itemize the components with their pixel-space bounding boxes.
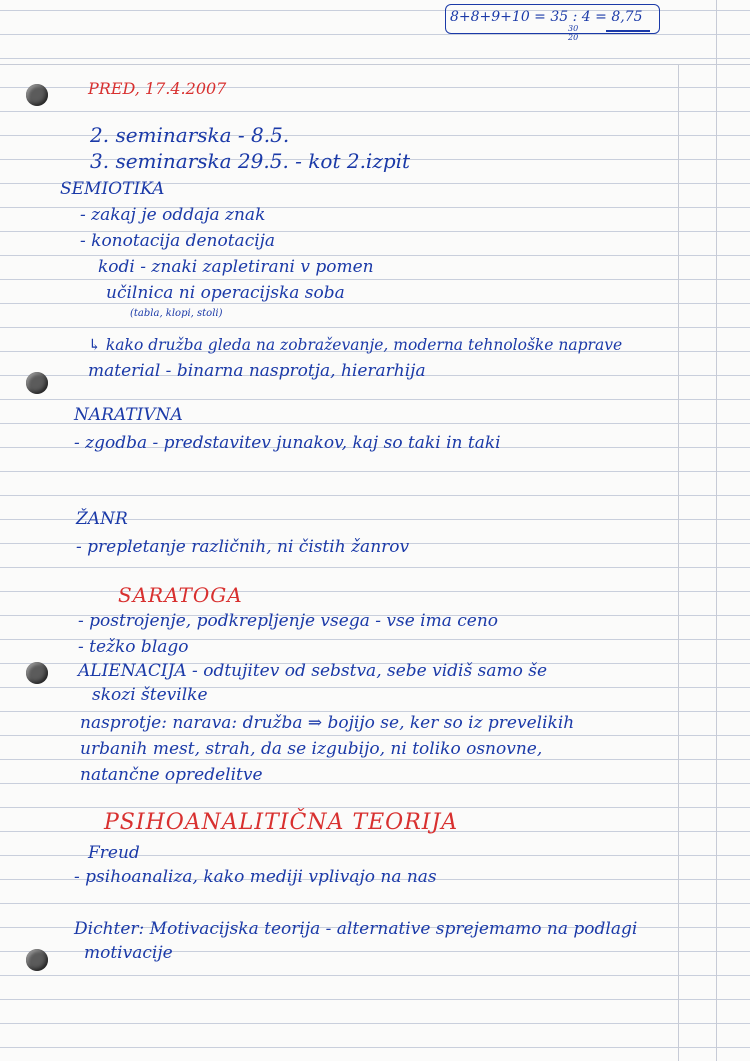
narativna-line: - zgodba - predstavitev junakov, kaj so taki in taki (74, 433, 501, 453)
saratoga-line: - težko blago (78, 637, 189, 657)
punch-hole-bottom (26, 949, 48, 971)
punch-hole-middle (26, 372, 48, 394)
calc-sub-top: 30 (568, 24, 579, 33)
saratoga-line: ALIENACIJA - odtujitev od sebstva, sebe vidiš samo še (78, 661, 548, 681)
psihoanaliticna-line: Freud (88, 843, 140, 863)
heading-psihoanaliticna: PSIHOANALITIČNA TEORIJA (104, 810, 459, 835)
result-underline (606, 30, 650, 32)
semiotika-line: učilnica ni operacijska soba (106, 283, 345, 303)
calc-sub-bottom: 20 (568, 33, 579, 42)
date-header: PRED, 17.4.2007 (88, 79, 227, 98)
semiotika-line: - konotacija denotacija (80, 231, 276, 251)
semiotika-line: - zakaj je oddaja znak (80, 205, 266, 225)
heading-saratoga: SARATOGA (118, 583, 243, 607)
semiotika-line: ↳ kako družba gleda na zobraževanje, moderna tehnološke naprave (88, 336, 623, 354)
punch-hole-lower (26, 662, 48, 684)
heading-semiotika: SEMIOTIKA (60, 179, 165, 199)
heading-zanr: ŽANR (76, 509, 128, 529)
heading-narativna: NARATIVNA (74, 405, 183, 425)
saratoga-line: nasprotje: narava: družba ⇒ bojijo se, ker so iz prevelikih (80, 713, 575, 733)
punch-hole-top (26, 84, 48, 106)
psihoanaliticna-line: Dichter: Motivacijska teorija - alternative sprejemamo na podlagi (74, 919, 638, 939)
psihoanaliticna-line: motivacije (84, 943, 173, 963)
semiotika-line: kodi - znaki zapletirani v pomen (98, 257, 374, 277)
right-margin-line-2 (716, 0, 717, 1061)
saratoga-line: skozi številke (92, 685, 208, 705)
seminar-line-1: 2. seminarska - 8.5. (90, 123, 290, 147)
calculation-subnote (568, 24, 578, 42)
saratoga-line: urbanih mest, strah, da se izgubijo, ni toliko osnovne, (80, 739, 543, 759)
saratoga-line: natančne opredelitve (80, 765, 263, 785)
saratoga-line: - postrojenje, podkrepljenje vsega - vse ima ceno (78, 611, 499, 631)
right-margin-line (678, 64, 679, 1061)
grade-calculation: 8+8+9+10 = 35 : 4 = 8,75 (450, 9, 643, 25)
top-margin-line (0, 64, 750, 65)
psihoanaliticna-line: - psihoanaliza, kako mediji vplivajo na nas (74, 867, 437, 887)
semiotika-note: (tabla, klopi, stoli) (130, 308, 223, 319)
zanr-line: - prepletanje različnih, ni čistih žanrov (76, 537, 410, 557)
semiotika-line: material - binarna nasprotja, hierarhija (88, 361, 426, 381)
seminar-line-2: 3. seminarska 29.5. - kot 2.izpit (90, 149, 411, 173)
